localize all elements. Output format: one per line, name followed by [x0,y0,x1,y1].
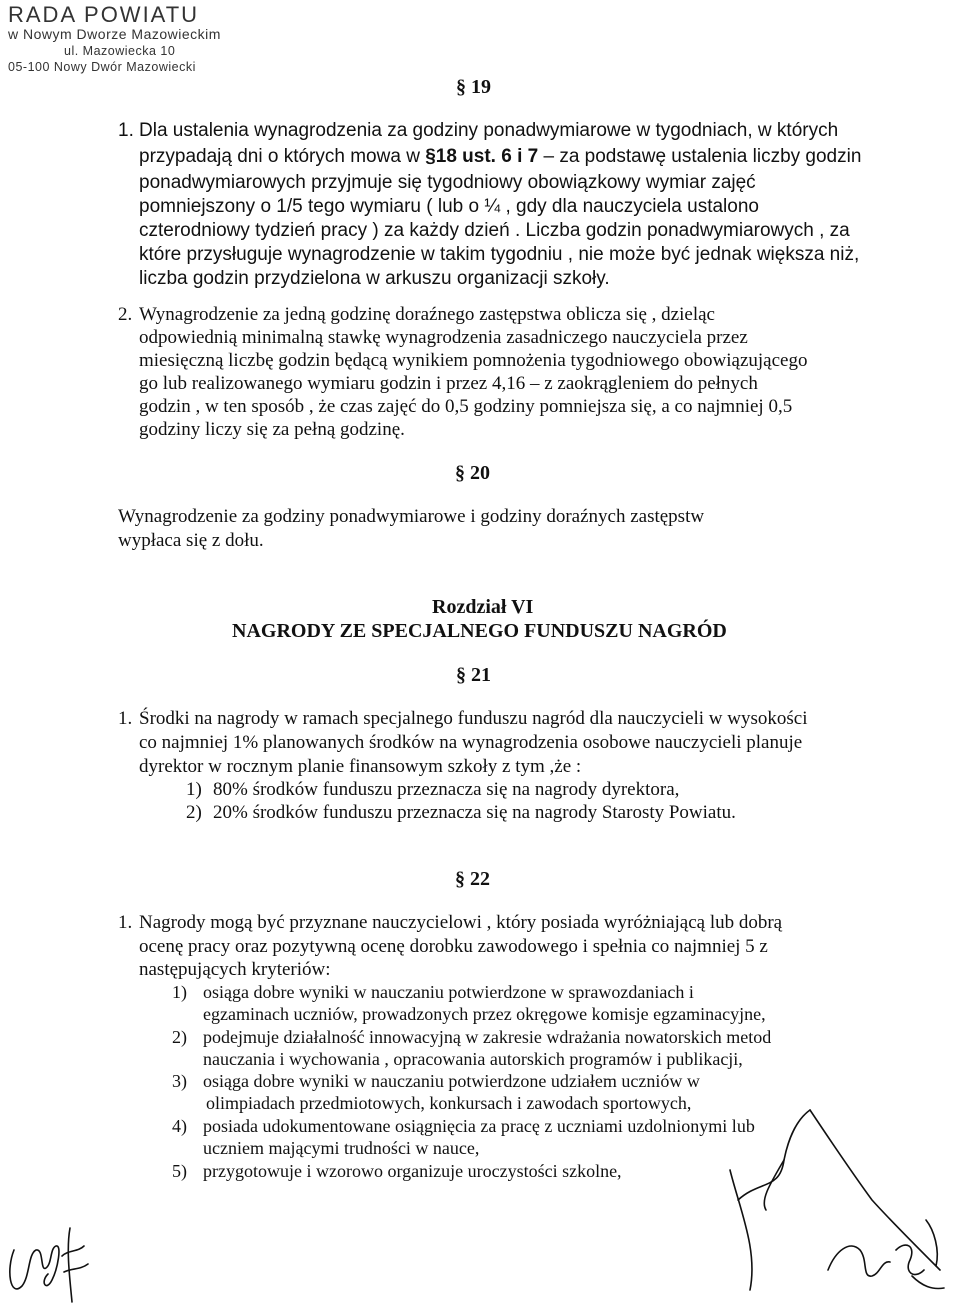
s19-p1-number: 1. [118,120,134,141]
s19-p1-line-5a: czterodniowy tydzień pracy ) za każdy dzień . [139,220,521,241]
s19-p1-line-1: Dla ustalenia wynagrodzenia za godziny ponadwymiarowe w tygodniach, w których [139,120,839,141]
chapter-title: Rozdział VI [432,596,534,618]
s21-number: 1. [118,708,133,729]
s20-line-1: Wynagrodzenie za godziny ponadwymiarowe i godziny doraźnych zastępstw [118,506,705,527]
s19-p1-line-7: liczba godzin przydzielona w arkuszu organizacji szkoły. [139,268,610,289]
s22-item-1-line-1: osiąga dobre wyniki w nauczaniu potwierdzone w sprawozdaniach i [203,982,694,1002]
s22-item-1-number: 1) [172,982,187,1002]
s21-item-2-text: 20% środków funduszu przeznacza się na nagrody Starosty Powiatu. [213,802,736,823]
s22-item-1-line-2: egzaminach uczniów, prowadzonych przez okręgowe komisje egzaminacyjne, [203,1004,766,1024]
stamp-line-4: 05-100 Nowy Dwór Mazowiecki [8,60,196,74]
s19-p2-number: 2. [118,304,133,325]
s22-line-2: ocenę pracy oraz pozytywną ocenę dorobku zawodowego i spełnia co najmniej 5 z [139,936,768,957]
section-21-heading: § 21 [456,664,491,686]
s22-item-4-line-2: uczniem mającymi trudności w nauce, [203,1138,480,1158]
s22-line-1: Nagrody mogą być przyznane nauczycielowi , który posiada wyróżniającą lub dobrą [139,912,783,933]
s22-item-5-line-1: przygotowuje i wzorowo organizuje uroczystości szkolne, [203,1161,622,1181]
s19-p1-line-2a: przypadają dni o których mowa w [139,146,426,167]
s19-p2-line-6: godziny liczy się za pełną godzinę. [139,419,405,440]
chapter-subtitle: NAGRODY ZE SPECJALNEGO FUNDUSZU NAGRÓD [232,620,727,642]
s22-item-2-line-2: nauczania i wychowania , opracowania autorskich programów i publikacji, [203,1049,743,1069]
section-22-heading: § 22 [455,868,490,890]
stamp-line-2: w Nowym Dworze Mazowieckim [8,26,221,42]
section-19-heading: § 19 [456,76,491,98]
stamp-line-3: ul. Mazowiecka 10 [64,44,176,58]
s22-item-2-line-1: podejmuje działalność innowacyjną w zakresie wdrażania nowatorskich metod [203,1027,772,1047]
council-stamp [8,4,221,75]
s19-p1-line-4: pomniejszony o 1/5 tego wymiaru ( lub o ¼ , gdy dla nauczyciela ustalono [139,196,759,217]
s19-p1-line-2 [139,146,861,168]
s19-p1-line-2b: – za podstawę ustalenia liczby godzin [538,146,862,167]
s19-p1-line-5b: Liczba godzin ponadwymiarowych , za [520,220,850,241]
s19-p1-line-6: które przysługuje wynagrodzenie w takim tygodniu , nie może być jednak większa niż, [139,244,860,265]
s22-number: 1. [118,912,133,933]
s21-item-2-number: 2) [186,802,202,823]
s22-item-5-number: 5) [172,1161,187,1181]
s19-p2-line-4: go lub realizowanego wymiaru godzin i przez 4,16 – z zaokrągleniem do pełnych [139,373,758,394]
s22-line-3: następujących kryteriów: [139,959,331,980]
s22-item-2-number: 2) [172,1027,187,1047]
s19-p2-line-3: miesięczną liczbę godzin będącą wynikiem pomnożenia tygodniowego obowiązującego [139,350,808,371]
s20-line-2: wypłaca się z dołu. [118,530,264,551]
stamp-line-1: RADA POWIATU [8,2,200,27]
s19-p2-line-1: Wynagrodzenie za jedną godzinę doraźnego zastępstwa oblicza się , dzieląc [139,304,715,325]
s22-item-3-line-2: olimpiadach przedmiotowych, konkursach i zawodach sportowych, [206,1093,692,1113]
s22-item-4-line-1: posiada udokumentowane osiągnięcia za pracę z uczniami uzdolnionymi lub [203,1116,755,1136]
section-20-heading: § 20 [455,462,490,484]
s22-item-3-number: 3) [172,1071,187,1091]
s21-line-2: co najmniej 1% planowanych środków na wynagrodzenia osobowe nauczycieli planuje [139,732,803,753]
s21-line-1: Środki na nagrody w ramach specjalnego funduszu nagród dla nauczycieli w wysokości [139,708,808,729]
s19-p1-line-3: ponadwymiarowych przyjmuje się tygodniowy obowiązkowy wymiar zajęć [139,172,756,193]
s21-line-3: dyrektor w rocznym planie finansowym szkoły z tym ,że : [139,756,582,777]
s19-p1-reference: §18 ust. 6 i 7 [425,146,539,167]
s22-item-3-line-1: osiąga dobre wyniki w nauczaniu potwierdzone udziałem uczniów w [203,1071,700,1091]
handwritten-initials-left [0,1210,110,1304]
s19-p1-line-5 [139,220,850,242]
s19-p2-line-2: odpowiednią minimalną stawkę wynagrodzenia zasadniczego nauczyciela przez [139,327,748,348]
s19-p2-line-5: godzin , w ten sposób , że czas zajęć do 0,5 godziny pomniejsza się, a co najmniej 0,5 [139,396,793,417]
s22-item-4-number: 4) [172,1116,187,1136]
s21-item-1-text: 80% środków funduszu przeznacza się na nagrody dyrektora, [213,779,680,800]
s21-item-1-number: 1) [186,779,202,800]
